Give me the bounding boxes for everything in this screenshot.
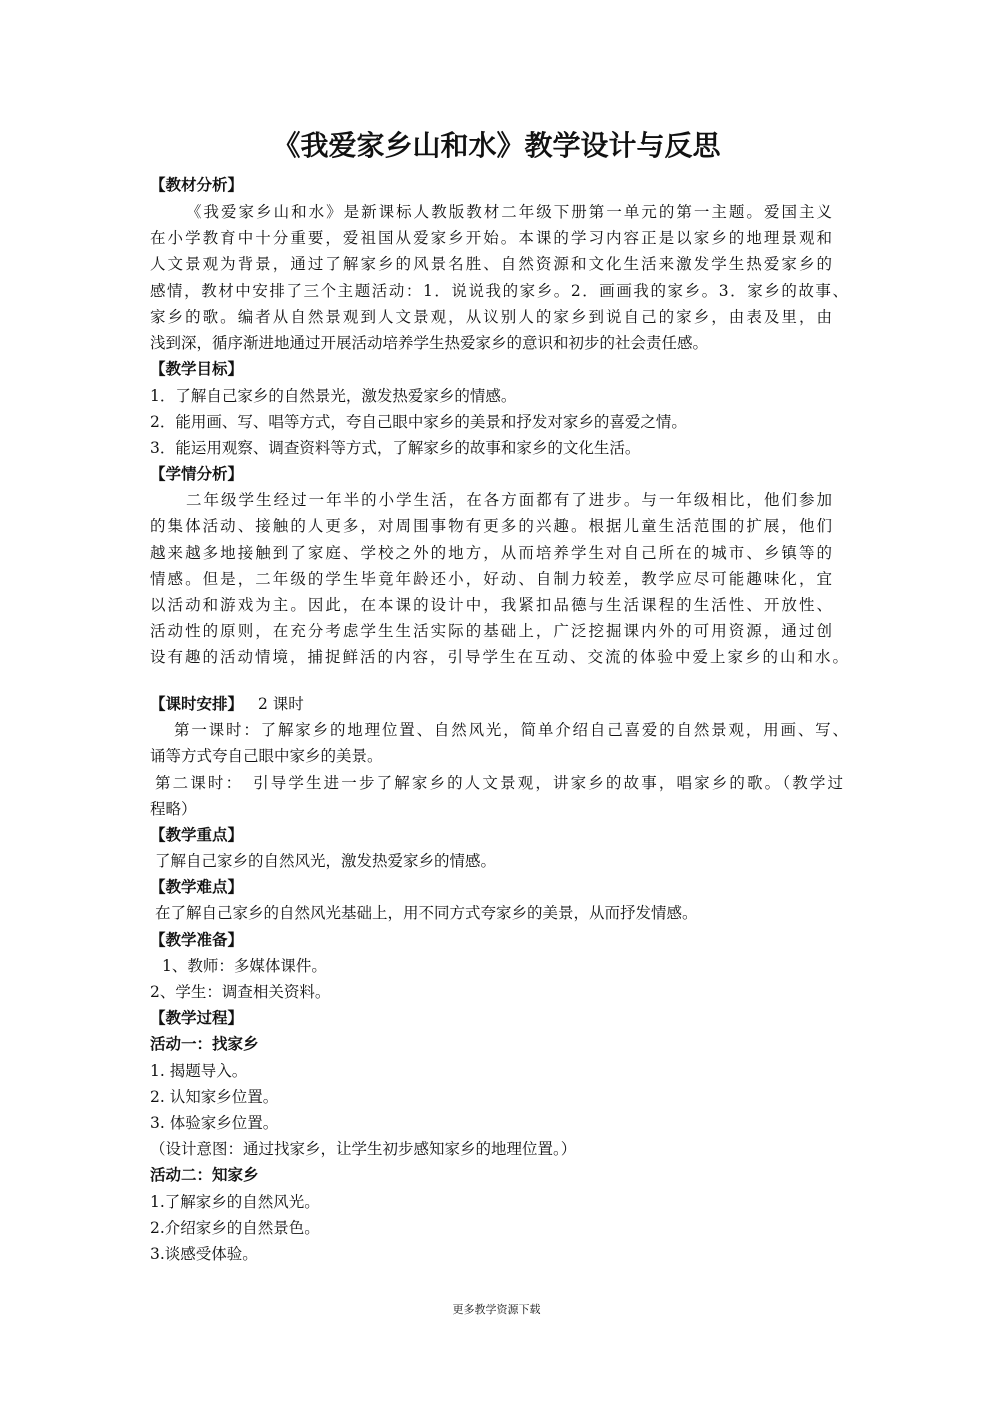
heading-learner-analysis: 【学情分析】 — [150, 464, 244, 483]
paragraph-line: 在了解自己家乡的自然风光基础上，用不同方式夸家乡的美景，从而抒发情感。 — [155, 904, 698, 922]
paragraph-line: 浅到深，循序渐进地通过开展活动培养学生热爱家乡的意识和初步的社会责任感。 — [150, 334, 709, 352]
list-item: 1、教师：多媒体课件。 — [162, 957, 327, 975]
paragraph-line: 在小学教育中十分重要，爱祖国从爱家乡开始。本课的学习内容正是以家乡的地理景观和 — [150, 229, 832, 247]
heading-teaching-goals: 【教学目标】 — [150, 359, 244, 378]
page-footer: 更多教学资源下载 — [452, 1303, 541, 1316]
list-item: 3.谈感受体验。 — [150, 1245, 258, 1263]
paragraph-line: 人文景观为背景，通过了解家乡的风景名胜、自然资源和文化生活来激发学生热爱家乡的 — [150, 255, 832, 273]
heading-teaching-process: 【教学过程】 — [150, 1008, 244, 1027]
activity-two-title: 活动二：知家乡 — [150, 1165, 259, 1184]
paragraph-line: 设有趣的活动情境，捕捉鲜活的内容，引导学生在互动、交流的体验中爱上家乡的山和水。 — [150, 648, 848, 666]
heading-key-points: 【教学重点】 — [150, 825, 244, 844]
list-item: 2. 认知家乡位置。 — [150, 1088, 279, 1106]
class-hours-value: 2 课时 — [258, 695, 304, 713]
design-intent-note: （设计意图：通过找家乡，让学生初步感知家乡的地理位置。） — [150, 1140, 577, 1158]
paragraph-line: 第二课时： 引导学生进一步了解家乡的人文景观，讲家乡的故事，唱家乡的歌。（教学过 — [155, 774, 843, 792]
list-item: 3. 体验家乡位置。 — [150, 1114, 279, 1132]
paragraph-line: 活动性的原则，在充分考虑学生生活实际的基础上，广泛挖掘课内外的可用资源，通过创 — [150, 622, 832, 640]
list-item: 2．能用画、写、唱等方式，夸自己眼中家乡的美景和抒发对家乡的喜爱之情。 — [150, 413, 687, 431]
paragraph-line: 家乡的歌。编者从自然景观到人文景观，从议别人的家乡到说自己的家乡，由表及里，由 — [150, 308, 832, 326]
paragraph-line: 诵等方式夸自己眼中家乡的美景。 — [150, 747, 383, 765]
paragraph-line: 《我爱家乡山和水》是新课标人教版教材二年级下册第一单元的第一主题。爱国主义 — [186, 203, 832, 221]
heading-difficulties: 【教学难点】 — [150, 877, 244, 896]
paragraph-line: 第一课时：了解家乡的地理位置、自然风光，简单介绍自己喜爱的自然景观，用画、写、 — [174, 721, 848, 739]
paragraph-line: 情感。但是，二年级的学生毕竟年龄还小，好动、自制力较差，教学应尽可能趣味化，宜 — [150, 570, 832, 588]
heading-class-schedule: 【课时安排】 — [150, 694, 244, 713]
paragraph-line: 二年级学生经过一年半的小学生活，在各方面都有了进步。与一年级相比，他们参加 — [186, 491, 832, 509]
paragraph-line: 程略） — [150, 800, 197, 818]
paragraph-line: 感情，教材中安排了三个主题活动：1．说说我的家乡。2．画画我的家乡。3．家乡的故事、 — [150, 282, 848, 300]
paragraph-line: 的集体活动、接触的人更多，对周围事物有更多的兴趣。根据儿童生活范围的扩展，他们 — [150, 517, 832, 535]
paragraph-line: 越来越多地接触到了家庭、学校之外的地方，从而培养学生对自己所在的城市、乡镇等的 — [150, 544, 832, 562]
list-item: 1．了解自己家乡的自然景光，激发热爱家乡的情感。 — [150, 387, 517, 405]
list-item: 3．能运用观察、调查资料等方式，了解家乡的故事和家乡的文化生活。 — [150, 439, 641, 457]
paragraph-line: 了解自己家乡的自然风光，激发热爱家乡的情感。 — [155, 852, 497, 870]
document-title: 《我爱家乡山和水》教学设计与反思 — [272, 129, 721, 162]
list-item: 2.介绍家乡的自然景色。 — [150, 1219, 320, 1237]
list-item: 1.了解家乡的自然风光。 — [150, 1193, 320, 1211]
list-item: 1. 揭题导入。 — [150, 1062, 248, 1080]
heading-textbook-analysis: 【教材分析】 — [150, 175, 244, 194]
list-item: 2、学生：调查相关资料。 — [150, 983, 331, 1001]
activity-one-title: 活动一：找家乡 — [150, 1034, 259, 1053]
heading-preparation: 【教学准备】 — [150, 930, 244, 949]
paragraph-line: 以活动和游戏为主。因此，在本课的设计中，我紧扣品德与生活课程的生活性、开放性、 — [150, 596, 832, 614]
